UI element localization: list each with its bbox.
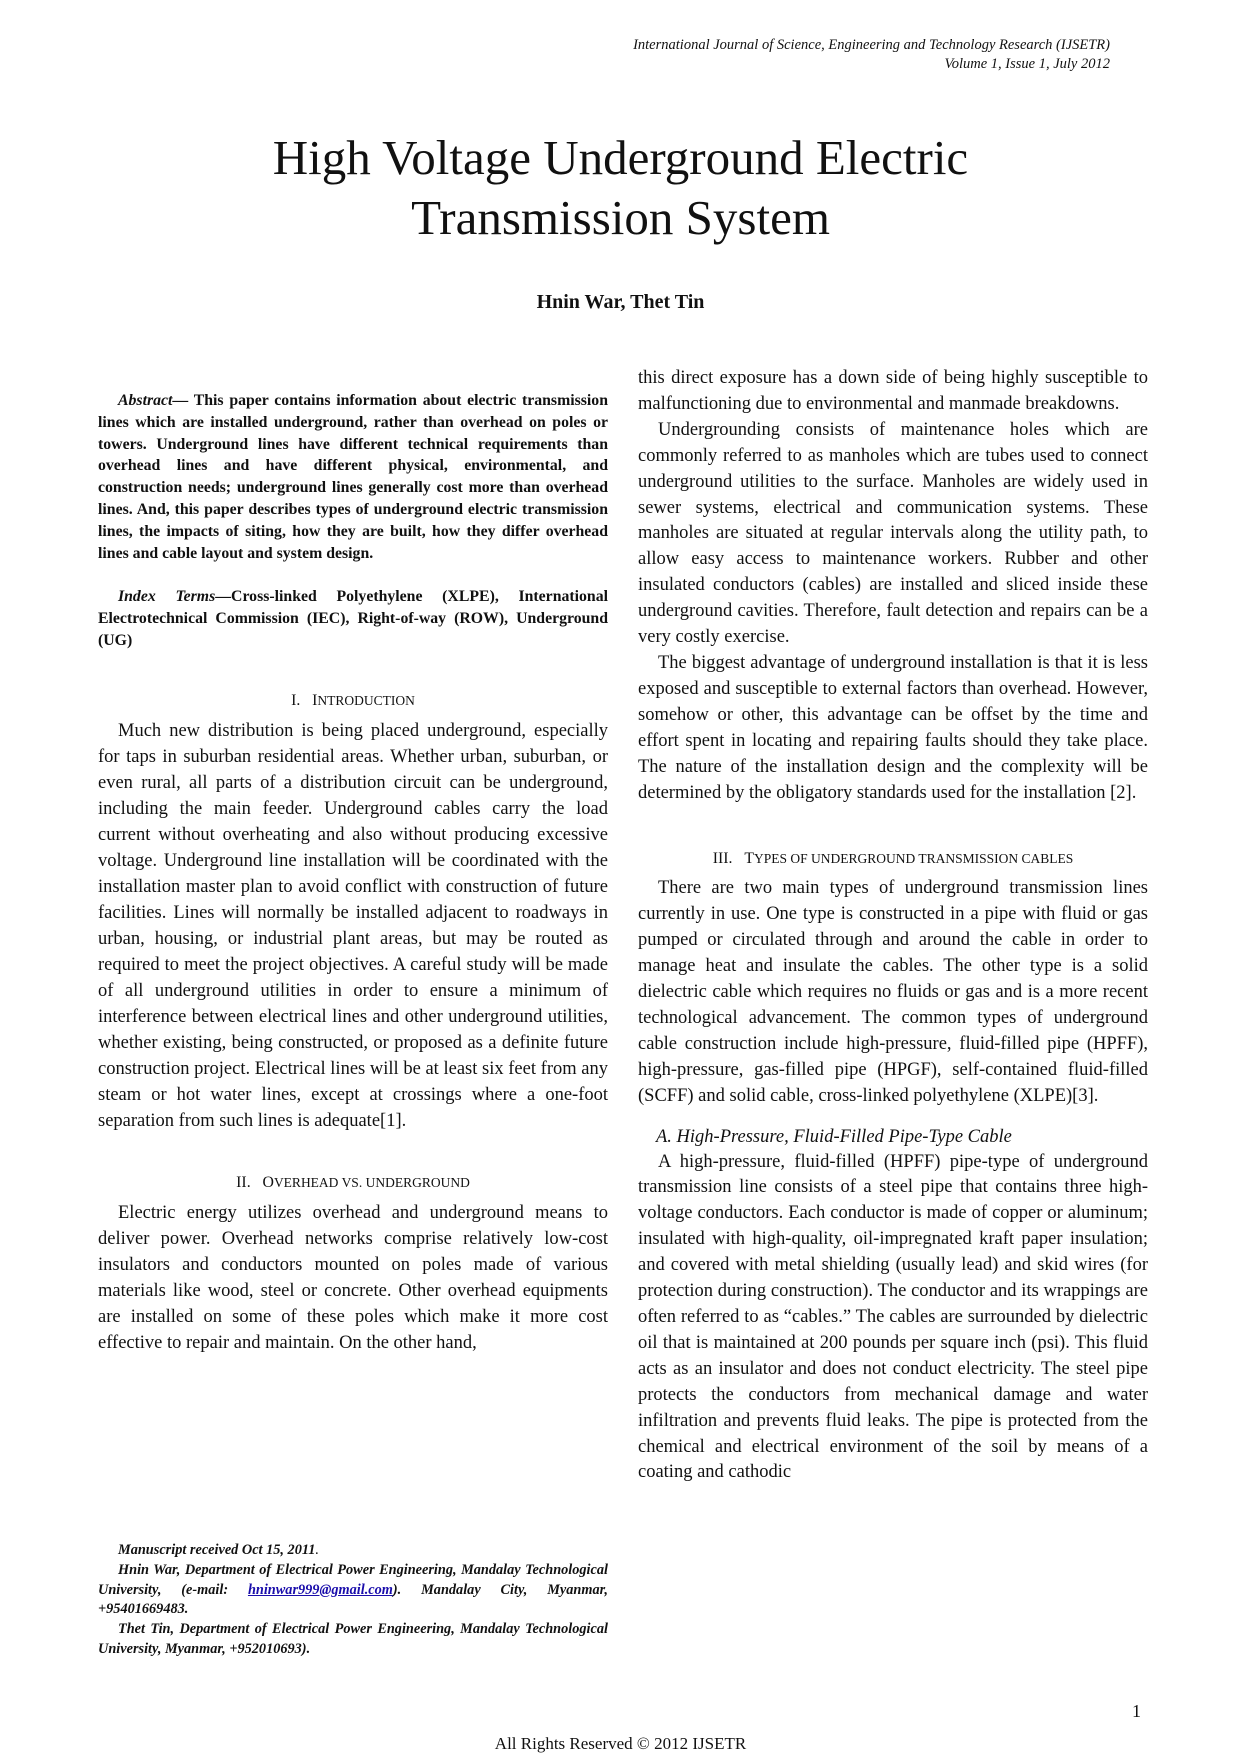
subsection-heading-hpff: A. High-Pressure, Fluid-Filled Pipe-Type Cable: [656, 1126, 1012, 1147]
advantage-paragraph: The biggest advantage of underground installation is that it is less exposed and susceptible to external factors than overhead. However, somehow or other, this advantage can be offset by the time and effort spent in locating and repairing faults should they take place. The nature of the installation design and the complexity will be determined by the obligatory standards used for the installation [2].: [638, 652, 1148, 803]
received-period: .: [315, 1542, 319, 1558]
section-number: I.: [291, 691, 301, 709]
author-list: Hnin War, Thet Tin: [536, 291, 705, 313]
section-initial: I: [312, 691, 318, 709]
index-terms-text: —Cross-linked Polyethylene (XLPE), International Electrotechnical Commission (IEC), Right-of-way (ROW), Underground (UG): [98, 588, 608, 649]
received-date: Manuscript received Oct 15, 2011: [118, 1542, 316, 1558]
section-number: III.: [712, 850, 733, 868]
author1-email-link[interactable]: hninwar999@gmail.com: [247, 1581, 393, 1598]
types-of-cables-paragraph: There are two main types of underground transmission lines currently in use. One type is constructed in a pipe with fluid or gas pumped or circulated through and around the cable in order to manage heat and insulate the cables. The other type is a solid dielectric cable which requires no fluids or gas and is a more recent technological advancement. The common types of underground cable construction include high-pressure, fluid-filled pipe (HPFF), high-pressure, gas-filled pipe (HPGF), self-contained fluid-filled (SCFF) and solid cable, cross-linked polyethylene (XLPE)[3].: [638, 878, 1148, 1106]
introduction-paragraph: Much new distribution is being placed underground, especially for taps in suburban residential areas. Whether urban, suburban, or even rural, all parts of a distribution circuit can be underground, including the main feeder. Underground cables carry the load current without overheating and also without producing excessive voltage. Underground line installation will be coordinated with the installation master plan to avoid conflict with construction of future facilities. Lines will normally be installed adjacent to roadways in urban, housing, or industrial plant areas, but may be routed as required to meet the project objectives. A careful study will be made of all underground utilities in order to ensure a minimum of interference between electrical lines and other underground utilities, whether existing, being constructed, or proposed as a definite future construction project. Electrical lines will be at least six feet from any steam or hot water lines, except at crossings where a one-foot separation from such lines is adequate[1].: [98, 720, 608, 1131]
hpff-paragraph: A high-pressure, fluid-filled (HPFF) pipe-type of underground transmission line consists of a steel pipe that contains three high-voltage conductors. Each conductor is made of copper or aluminum; insulated with high-quality, oil-impregnated kraft paper insulation; and covered with metal shielding (usually lead) and skid wires (for protection during construction). The conductor and its wrappings are often referred to as “cables.” The cables are surrounded by dielectric oil that is maintained at 200 pounds per square inch (psi). This fluid acts as an insulator and does not conduct electricity. The steel pipe protects the conductors from mechanical damage and water infiltration and prevents fluid leaks. The pipe is protected from the chemical and electrical environment of the soil by means of a coating and cathodic: [638, 1151, 1148, 1483]
abstract-text: This paper contains information about electric transmission lines which are installed underground, rather than overhead on poles or towers. Underground lines have different technical requirements than overhead lines and have different physical, environmental, and construction needs; underground lines generally cost more than overhead lines. And, this paper describes types of underground electric transmission lines, the impacts of siting, how they are built, how they differ overhead lines and cable layout and system design.: [98, 392, 608, 562]
author1-location: ). Mandalay City, Myanmar, +95401669483.: [98, 1581, 608, 1618]
section-heading-overhead-vs-underground: [98, 1174, 608, 1192]
index-terms: [98, 586, 608, 651]
author1-affiliation: Hnin War, Department of Electrical Power Engineering, Mandalay Technological University, (e-mail:: [98, 1561, 608, 1598]
paper-title: [0, 128, 1241, 248]
section-heading-introduction: [98, 692, 608, 710]
undergrounding-paragraph: Undergrounding consists of maintenance holes which are commonly referred to as manholes which are tubes used to connect underground utilities to the surface. Manholes are widely used in sewer systems, electrical and communication systems. These manholes are situated at regular intervals along the utility path, to allow easy access to maintenance workers. Rubber and other insulated conductors (cables) are installed and sliced inside these underground cavities. Therefore, fault detection and repairs can be a very costly exercise.: [638, 419, 1148, 648]
overhead-vs-underground-paragraph: Electric energy utilizes overhead and underground means to deliver power. Overhead networks comprise relatively low-cost insulators and conductors mounted on poles made of various materials like wood, steel or concrete. Other overhead equipments are installed on some of these poles which make it more cost effective to repair and maintain. On the other hand,: [98, 1202, 608, 1353]
journal-name: International Journal of Science, Engineering and Technology Research (IJSETR): [633, 37, 1110, 53]
section-initial: T: [744, 850, 754, 868]
abstract: [98, 390, 608, 564]
journal-volume: Volume 1, Issue 1, July 2012: [944, 56, 1110, 72]
paper-title-line2: Transmission System: [411, 190, 830, 245]
section-number: II.: [236, 1173, 251, 1191]
journal-header: [520, 36, 1110, 74]
footnotes: [98, 1541, 608, 1660]
footnote-author1: [98, 1561, 608, 1620]
overhead-vs-underground-continuation: this direct exposure has a down side of being highly susceptible to malfunctioning due to environmental and manmade breakdowns.: [638, 368, 1148, 414]
page-number: 1: [1132, 1701, 1141, 1721]
abstract-lead: Abstract: [118, 392, 173, 409]
section-heading-types-of-cables: [638, 850, 1148, 868]
copyright-notice: All Rights Reserved © 2012 IJSETR: [494, 1734, 747, 1753]
section-title-rest: NTRODUCTION: [317, 692, 415, 708]
footnote-received: [98, 1541, 608, 1561]
section-title-rest: VERHEAD VS. UNDERGROUND: [273, 1174, 470, 1190]
left-column: [98, 390, 608, 1356]
paper-title-line1: High Voltage Underground Electric: [272, 130, 969, 185]
section-title-rest: YPES OF UNDERGROUND TRANSMISSION CABLES: [753, 851, 1074, 867]
section-initial: O: [262, 1173, 274, 1191]
right-column: [638, 366, 1148, 1486]
index-terms-lead: Index Terms: [118, 588, 216, 606]
abstract-dash: —: [172, 392, 194, 409]
footnote-author2: Thet Tin, Department of Electrical Power Engineering, Mandalay Technological University, Myanmar, +952010693).: [98, 1621, 608, 1657]
